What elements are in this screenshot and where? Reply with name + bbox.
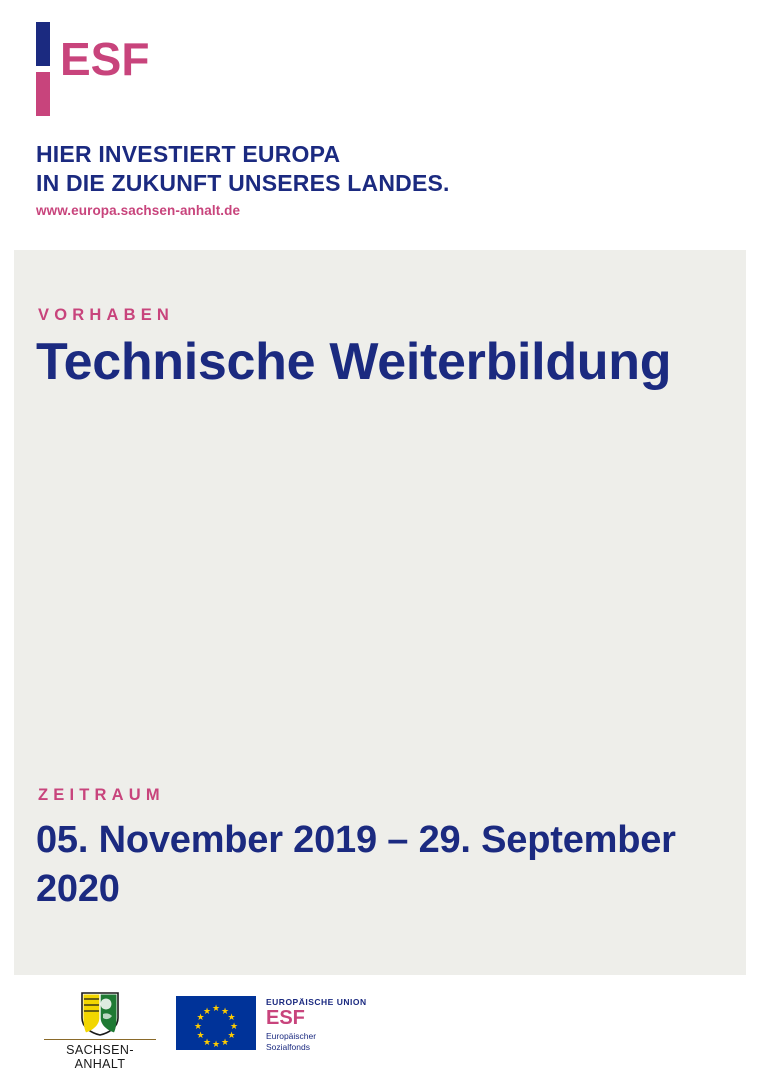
sachsen-anhalt-logo [44,992,156,1071]
eu-sub-line-1: Europäischer [266,1031,317,1041]
footer-logos [0,988,760,1074]
eu-esf-label: ESF [266,1007,305,1029]
esf-logo-bar-magenta [36,72,50,116]
claim-line-1: HIER INVESTIERT EUROPA [36,141,341,167]
project-title: Technische Weiterbildung [36,333,672,391]
claim-url: www.europa.sachsen-anhalt.de [36,202,241,218]
eu-sub-line-2: Sozialfonds [266,1042,310,1053]
sachsen-anhalt-caption: SACHSEN-ANHALT [44,1039,156,1071]
content-panel [14,250,746,975]
period-eyebrow-label: ZEITRAUM [38,786,165,804]
claim-block [36,140,636,218]
eu-union-label: EUROPÄISCHE UNION [266,997,367,1007]
eu-flag-icon: ★ ★ ★ ★ ★ ★ ★ ★ ★ ★ ★ ★ [176,996,256,1050]
eu-logo-block [176,996,367,1053]
claim-line-2: IN DIE ZUKUNFT UNSERES LANDES. [36,170,450,197]
esf-logo [36,22,236,106]
esf-logo-bar-blue [36,22,50,66]
eu-logo-text [266,996,367,1053]
esf-logo-wordmark: ESF [60,33,150,85]
project-period: 05. November 2019 – 29. September 2020 [36,819,676,910]
coat-of-arms-icon [81,992,119,1036]
project-eyebrow-label: VORHABEN [38,306,175,324]
